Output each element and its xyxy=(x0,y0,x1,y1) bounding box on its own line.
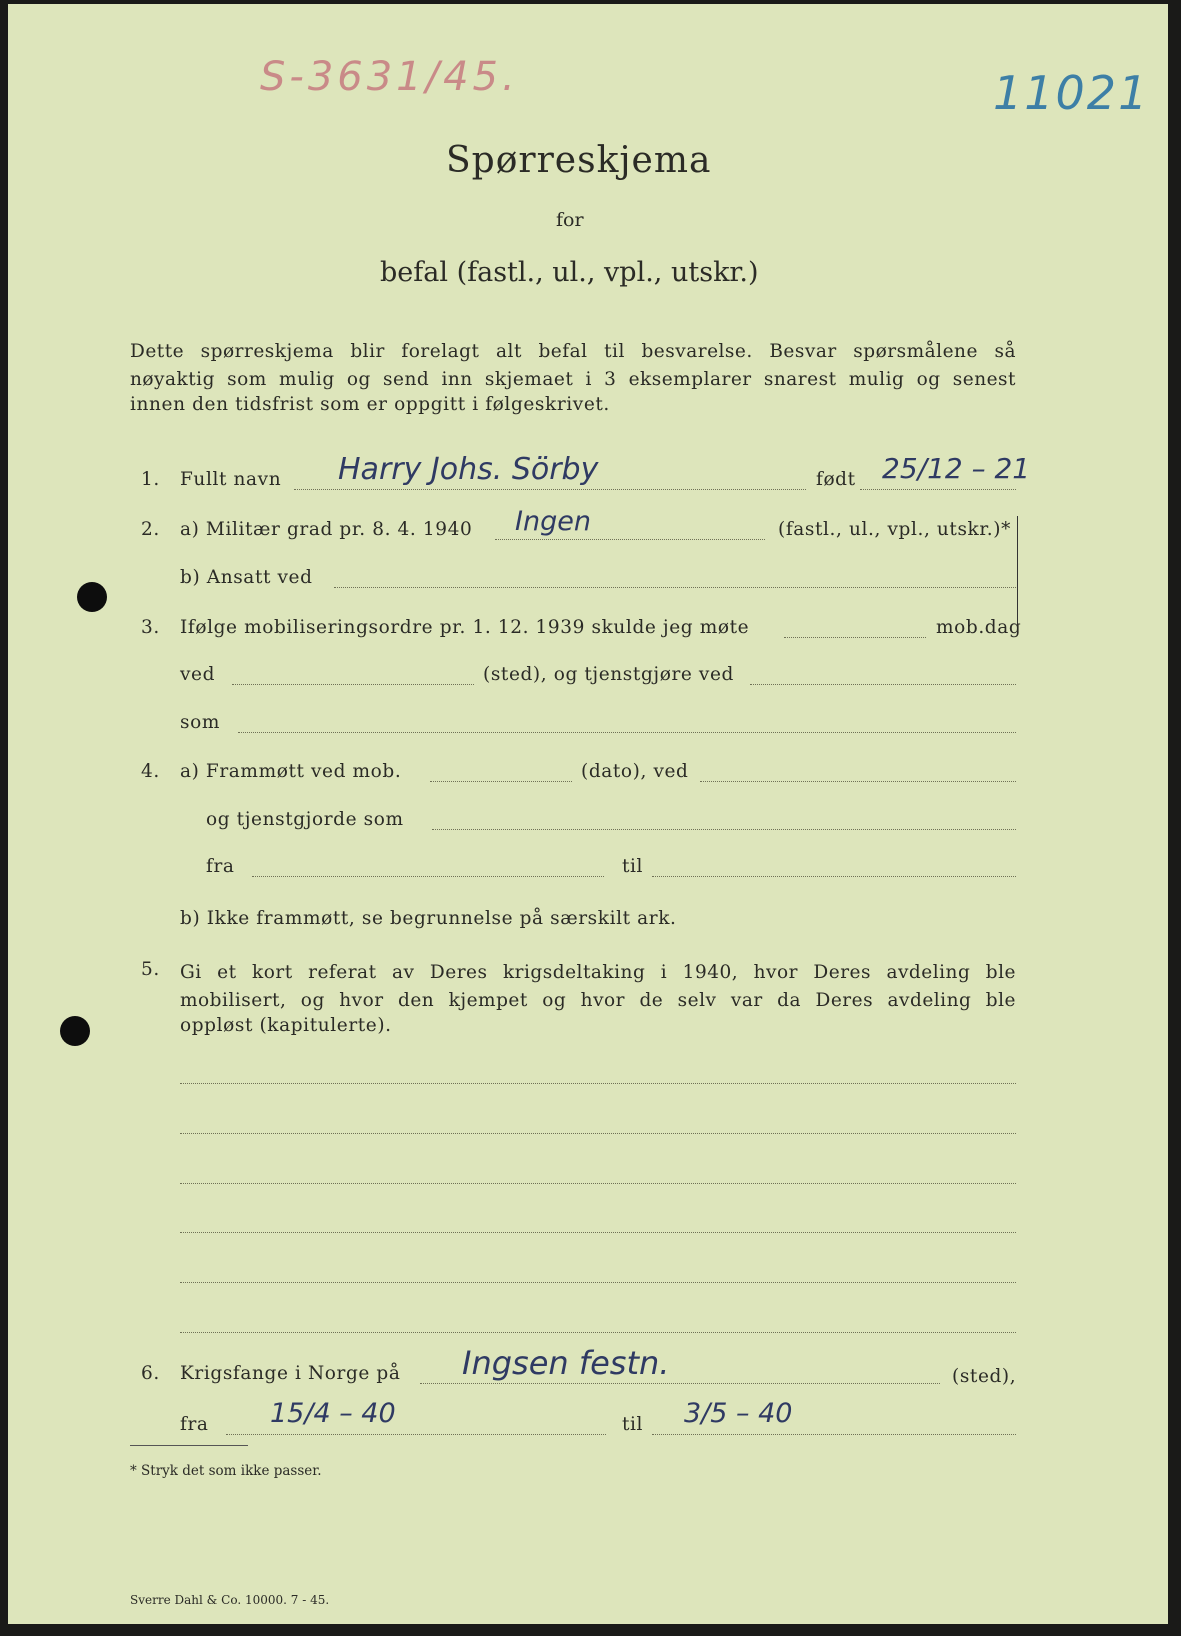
q3-ved-line xyxy=(232,684,474,685)
q4-tjenstgjorde: og tjenstgjorde som xyxy=(206,809,404,830)
q1-number: 1. xyxy=(141,469,160,490)
q6-til: til xyxy=(622,1414,644,1435)
punch-hole-bottom xyxy=(60,1016,90,1046)
q6-place-line xyxy=(420,1383,940,1384)
red-reference-stamp: S-3631/45. xyxy=(260,54,519,100)
q1-born-value: 25/12 – 21 xyxy=(882,452,1031,485)
q4-til: til xyxy=(622,856,644,877)
q3-mobdag-line xyxy=(784,637,926,638)
q4-fra-line xyxy=(252,876,604,877)
q6-fra-value: 15/4 – 40 xyxy=(270,1398,396,1429)
footnote: * Stryk det som ikke passer. xyxy=(130,1463,322,1479)
q5-number: 5. xyxy=(141,959,160,980)
q2-b-label: b) Ansatt ved xyxy=(180,567,313,588)
q3-sted: (sted), og tjenstgjøre ved xyxy=(483,664,734,685)
footnote-rule xyxy=(130,1445,248,1446)
form-subtitle: befal (fastl., ul., vpl., utskr.) xyxy=(380,257,759,288)
blue-number-stamp: 11021 xyxy=(993,66,1150,120)
q3-ved: ved xyxy=(180,664,216,685)
q4-tjenstgjorde-line xyxy=(432,829,1016,830)
form-sheet xyxy=(8,4,1168,1624)
q5-line-2: mobilisert, og hvor den kjempet og hvor de selv var da Deres avdeling ble xyxy=(180,990,1016,1011)
q2-a-line xyxy=(495,539,765,540)
q2-b-line xyxy=(334,587,1016,588)
q6-number: 6. xyxy=(141,1363,160,1384)
q1-born-label: født xyxy=(816,469,856,490)
q4-dato: (dato), ved xyxy=(581,761,689,782)
q2-a-label: a) Militær grad pr. 8. 4. 1940 xyxy=(180,519,473,540)
q4-til-line xyxy=(652,876,1016,877)
q6-label: Krigsfange i Norge på xyxy=(180,1363,401,1384)
q6-til-line xyxy=(652,1434,1016,1435)
q1-born-line xyxy=(860,489,1016,490)
punch-hole-top xyxy=(77,582,107,612)
form-for: for xyxy=(556,209,584,231)
printer-imprint: Sverre Dahl & Co. 10000. 7 - 45. xyxy=(130,1593,330,1607)
q4-dato-line xyxy=(430,781,572,782)
q2-bracket xyxy=(1017,516,1018,628)
q2-a-options: (fastl., ul., vpl., utskr.)* xyxy=(778,519,1011,540)
q3-line-1: Ifølge mobiliseringsordre pr. 1. 12. 1939 skulde jeg møte xyxy=(180,617,750,638)
q4-a-label: a) Frammøtt ved mob. xyxy=(180,761,402,782)
q5-answer-line-6 xyxy=(180,1332,1016,1333)
q6-fra-line xyxy=(226,1434,606,1435)
q6-sted: (sted), xyxy=(952,1366,1017,1387)
q5-line-1: Gi et kort referat av Deres krigsdeltaking i 1940, hvor Deres avdeling ble xyxy=(180,962,1016,983)
q4-number: 4. xyxy=(141,761,160,782)
q5-answer-line-5 xyxy=(180,1282,1016,1283)
intro-line-2: nøyaktig som mulig og send inn skjemaet i 3 eksemplarer snarest mulig og senest xyxy=(130,369,1016,390)
q2-number: 2. xyxy=(141,519,160,540)
q6-fra: fra xyxy=(180,1414,209,1435)
q3-tjeneste-line xyxy=(750,684,1016,685)
q2-a-value: Ingen xyxy=(515,506,591,537)
q1-label: Fullt navn xyxy=(180,469,282,490)
q3-som: som xyxy=(180,712,220,733)
q1-name-line xyxy=(294,489,806,490)
q1-name-value: Harry Johs. Sörby xyxy=(338,452,599,487)
q3-som-line xyxy=(238,732,1016,733)
q4-b-label: b) Ikke frammøtt, se begrunnelse på særskilt ark. xyxy=(180,908,677,929)
q4-fra: fra xyxy=(206,856,235,877)
q6-place-value: Ingsen festn. xyxy=(462,1344,670,1382)
q5-answer-line-2 xyxy=(180,1133,1016,1134)
q6-til-value: 3/5 – 40 xyxy=(684,1398,793,1429)
q5-answer-line-3 xyxy=(180,1183,1016,1184)
q3-number: 3. xyxy=(141,617,160,638)
intro-line-1: Dette spørreskjema blir forelagt alt befal til besvarelse. Besvar spørsmålene så xyxy=(130,341,1016,362)
q5-answer-line-4 xyxy=(180,1232,1016,1233)
q3-mobdag: mob.dag xyxy=(936,617,1022,638)
form-title: Spørreskjema xyxy=(446,140,712,181)
q4-ved-line xyxy=(700,781,1016,782)
q5-answer-line-1 xyxy=(180,1083,1016,1084)
q5-line-3: oppløst (kapitulerte). xyxy=(180,1015,392,1036)
intro-line-3: innen den tidsfrist som er oppgitt i følgeskrivet. xyxy=(130,394,610,415)
